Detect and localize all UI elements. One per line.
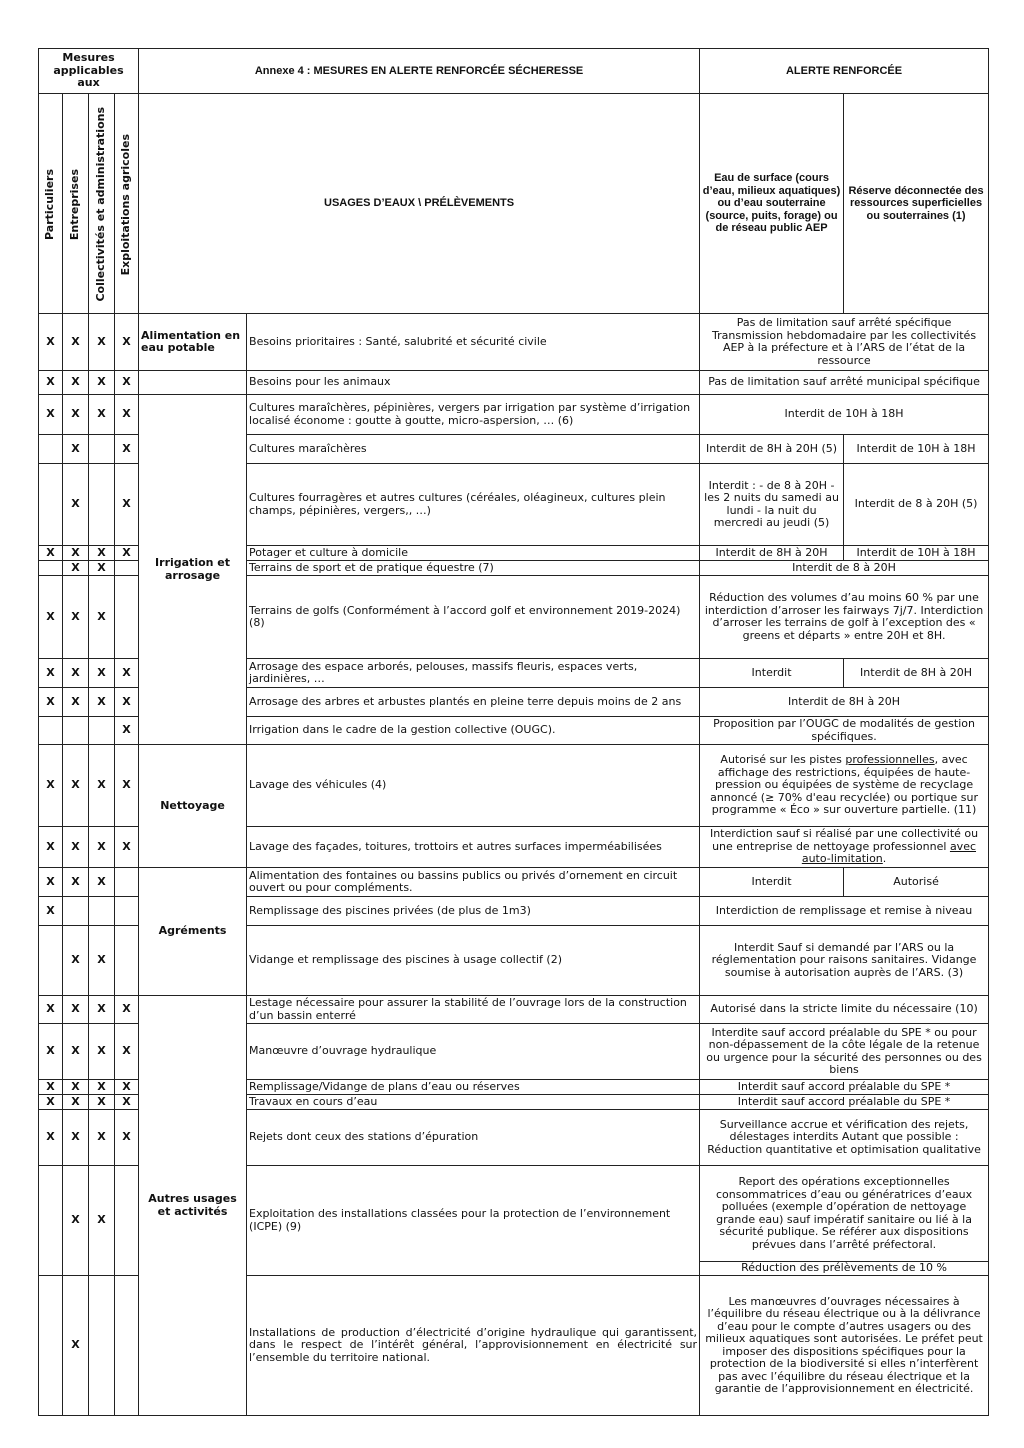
mark-particuliers [39,1276,63,1416]
mesures-applicables-label: Mesures applicables aux [39,49,139,94]
usage-cell: Remplissage des piscines privées (de plus de 1m3) [247,897,700,926]
mark-particuliers [39,464,63,546]
mark-exploitations: X [115,371,139,395]
usage-cell: Installations de production d’électricité d’origine hydraulique qui garantissent, dans le respect de l’intérêt général, l’approvisionnement en électricité sur l’ensemble du territoire national. [247,1276,700,1416]
usage-cell: Terrains de golfs (Conformément à l’accord golf et environnement 2019-2024) (8) [247,576,700,659]
category-continued [139,371,247,395]
mark-entreprises: X [63,1166,89,1276]
category-alimentation: Alimentation en eau potable [139,314,247,371]
usage-cell: Lavage des véhicules (4) [247,745,700,827]
mark-exploitations: X [115,1095,139,1110]
measure-cell: Pas de limitation sauf arrêté municipal spécifique [700,371,989,395]
surface-water-header: Eau de surface (cours d’eau, milieux aquatiques) ou d’eau souterraine (source, puits, forage) ou de réseau public AEP [700,94,844,314]
measure-text: . [882,852,887,866]
mark-collectivites: X [89,688,115,717]
mark-entreprises: X [63,1110,89,1166]
mark-entreprises [63,897,89,926]
surface-measure-cell: Interdit de 8H à 20H [700,546,844,561]
usage-cell: Arrosage des espace arborés, pelouses, massifs fleuris, espaces verts, jardinières, … [247,659,700,688]
mark-particuliers: X [39,1024,63,1080]
mark-collectivites: X [89,827,115,868]
mark-entreprises: X [63,464,89,546]
mark-exploitations [115,576,139,659]
table-row [39,371,989,395]
usage-cell: Exploitation des installations classées pour la protection de l’environnement (ICPE) (9) [247,1166,700,1276]
table-row [39,314,989,371]
mark-entreprises: X [63,688,89,717]
usage-cell: Cultures maraîchères, pépinières, vergers par irrigation par système d’irrigation localisé économe : goutte à goutte, micro-aspersion, … (6) [247,395,700,435]
mark-exploitations: X [115,745,139,827]
mark-entreprises: X [63,1080,89,1095]
mark-exploitations: X [115,464,139,546]
mark-collectivites: X [89,1095,115,1110]
category-nettoyage: Nettoyage [139,745,247,868]
table-row [39,745,989,827]
mark-entreprises: X [63,371,89,395]
mark-particuliers: X [39,371,63,395]
mark-collectivites: X [89,926,115,996]
mark-particuliers: X [39,996,63,1024]
usage-cell: Besoins prioritaires : Santé, salubrité et sécurité civile [247,314,700,371]
measure-text: Autorisé sur les pistes [720,753,846,767]
mark-particuliers: X [39,1110,63,1166]
reserve-measure-cell: Interdit de 8H à 20H [844,659,989,688]
mark-exploitations: X [115,1080,139,1095]
reserve-measure-cell: Interdit de 10H à 18H [844,546,989,561]
measure-cell: Interdiction de remplissage et remise à niveau [700,897,989,926]
surface-measure-cell: Interdit [700,659,844,688]
mark-collectivites: X [89,1024,115,1080]
mark-entreprises: X [63,546,89,561]
measure-text: , avec affichage des restrictions, équipées de haute-pression ou équipées de système de recyclage annoncé (≥ 70% d'eau recyclée) ou portique sur programme « Éco » sur ouverture partielle. (11) [710,753,978,817]
table-row [39,868,989,897]
header-row-2 [39,94,989,314]
mark-particuliers [39,717,63,745]
mark-exploitations [115,868,139,897]
measure-cell: Réduction des volumes d’au moins 60 % par une interdiction d’arroser les fairways 7j/7. Interdiction d’arroser les terrains de golf à l’exception des « greens et départs » entre 20H et 8H. [700,576,989,659]
mark-particuliers: X [39,314,63,371]
mark-collectivites [89,1276,115,1416]
category-agrements: Agréments [139,868,247,996]
usage-cell: Potager et culture à domicile [247,546,700,561]
mark-particuliers [39,1166,63,1276]
mark-exploitations [115,897,139,926]
usage-cell: Besoins pour les animaux [247,371,700,395]
mark-entreprises: X [63,1276,89,1416]
mark-particuliers: X [39,868,63,897]
mark-entreprises: X [63,395,89,435]
mark-exploitations: X [115,1024,139,1080]
header-row-1 [39,49,989,94]
mark-particuliers: X [39,1080,63,1095]
mark-particuliers [39,435,63,464]
mark-particuliers: X [39,659,63,688]
mark-entreprises: X [63,926,89,996]
mark-collectivites [89,464,115,546]
category-autres-usages: Autres usages et activités [139,996,247,1416]
mark-particuliers: X [39,576,63,659]
measure-cell: Les manœuvres d’ouvrages nécessaires à l’équilibre du réseau électrique ou à la délivrance d’eau pour le compte d’autres usagers ou des milieux aquatiques sont autorisées. Le préfet peut imposer des dispositions spécifiques pour la protection de la biodiversité si elles n’interfèrent pas avec l’équilibre du réseau électrique et la garantie de l’approvisionnement en électricité. [700,1276,989,1416]
mark-collectivites: X [89,745,115,827]
mark-entreprises: X [63,745,89,827]
mark-entreprises [63,717,89,745]
mark-exploitations [115,561,139,576]
col-header-collectivites: Collectivités et administrations [89,94,115,314]
mark-collectivites [89,897,115,926]
mark-collectivites: X [89,395,115,435]
measure-cell: Interdit sauf accord préalable du SPE * [700,1095,989,1110]
col-header-particuliers: Particuliers [39,94,63,314]
mark-exploitations: X [115,1110,139,1166]
mark-exploitations: X [115,717,139,745]
mark-exploitations [115,1166,139,1276]
usage-cell: Manœuvre d’ouvrage hydraulique [247,1024,700,1080]
usage-cell: Arrosage des arbres et arbustes plantés en pleine terre depuis moins de 2 ans [247,688,700,717]
mark-particuliers: X [39,395,63,435]
mark-particuliers: X [39,897,63,926]
mark-particuliers [39,561,63,576]
mark-exploitations: X [115,435,139,464]
mark-collectivites [89,435,115,464]
mark-collectivites [89,717,115,745]
measure-text: Interdiction sauf si réalisé par une collectivité ou une entreprise de nettoyage professionnel [709,827,979,853]
measure-cell: Interdit sauf accord préalable du SPE * [700,1080,989,1095]
usages-header: USAGES D’EAUX \ PRÉLÈVEMENTS [139,94,700,314]
mark-exploitations: X [115,688,139,717]
reserve-header: Réserve déconnectée des ressources superficielles ou souterraines (1) [844,94,989,314]
mark-particuliers: X [39,546,63,561]
measure-cell: Surveillance accrue et vérification des rejets, délestages interdits Autant que possible : Réduction quantitative et optimisation qualitative [700,1110,989,1166]
measure-cell: Interdit de 10H à 18H [700,395,989,435]
mark-exploitations: X [115,546,139,561]
mark-collectivites: X [89,1166,115,1276]
table-row [39,996,989,1024]
mark-collectivites: X [89,1110,115,1166]
measure-cell: Autorisé dans la stricte limite du nécessaire (10) [700,996,989,1024]
measure-cell: Interdite sauf accord préalable du SPE * ou pour non-dépassement de la côte légale de la retenue ou urgence pour la sécurité des personnes ou des biens [700,1024,989,1080]
reserve-measure-cell: Interdit de 10H à 18H [844,435,989,464]
usage-cell: Irrigation dans le cadre de la gestion collective (OUGC). [247,717,700,745]
mark-particuliers: X [39,745,63,827]
usage-cell: Travaux en cours d’eau [247,1095,700,1110]
mark-entreprises: X [63,868,89,897]
reserve-measure-cell: Autorisé [844,868,989,897]
usage-cell: Remplissage/Vidange de plans d’eau ou réserves [247,1080,700,1095]
mark-particuliers: X [39,688,63,717]
mark-entreprises: X [63,827,89,868]
measure-cell: Report des opérations exceptionnelles consommatrices d’eau ou génératrices d’eaux polluées (exemple d’opération de nettoyage grande eau) sauf impératif sanitaire ou lié à la sécurité publique. Se référer aux dispositions prévues dans l’arrêté préfectoral. [700,1166,989,1262]
mark-entreprises: X [63,996,89,1024]
measure-cell: Interdit de 8 à 20H [700,561,989,576]
category-irrigation: Irrigation et arrosage [139,395,247,745]
measure-cell: Interdit de 8H à 20H [700,688,989,717]
mark-entreprises: X [63,561,89,576]
measure-text-underlined: professionnelles [845,753,935,767]
surface-measure-cell: Interdit de 8H à 20H (5) [700,435,844,464]
measure-text-underlined: avec auto-limitation [801,839,977,866]
mark-exploitations: X [115,996,139,1024]
mark-entreprises: X [63,1024,89,1080]
usage-cell: Cultures maraîchères [247,435,700,464]
mark-collectivites: X [89,659,115,688]
mark-exploitations [115,926,139,996]
usage-cell: Lavage des façades, toitures, trottoirs et autres surfaces imperméabilisées [247,827,700,868]
mark-entreprises: X [63,314,89,371]
mark-exploitations: X [115,827,139,868]
mark-entreprises: X [63,435,89,464]
usage-cell: Alimentation des fontaines ou bassins publics ou privés d’ornement en circuit ouvert ou pour compléments. [247,868,700,897]
page-title: Annexe 4 : MESURES EN ALERTE RENFORCÉE SÉCHERESSE [139,49,700,94]
col-header-entreprises: Entreprises [63,94,89,314]
mark-exploitations: X [115,395,139,435]
mark-collectivites: X [89,371,115,395]
mark-particuliers: X [39,827,63,868]
mark-exploitations: X [115,314,139,371]
usage-cell: Cultures fourragères et autres cultures (céréales, oléagineux, cultures plein champs, pépinières, vergers,, …) [247,464,700,546]
mark-particuliers: X [39,1095,63,1110]
measure-cell: Interdit Sauf si demandé par l’ARS ou la réglementation pour raisons sanitaires. Vidange soumise à autorisation auprès de l’ARS. (3) [700,926,989,996]
mark-collectivites: X [89,868,115,897]
col-header-exploitations: Exploitations agricoles [115,94,139,314]
surface-measure-cell: Interdit : - de 8 à 20H - les 2 nuits du samedi au lundi - la nuit du mercredi au jeudi (5) [700,464,844,546]
usage-cell: Terrains de sport et de pratique équestre (7) [247,561,700,576]
surface-measure-cell: Interdit [700,868,844,897]
mark-collectivites: X [89,546,115,561]
measure-cell: Proposition par l’OUGC de modalités de gestion spécifiques. [700,717,989,745]
mark-collectivites: X [89,576,115,659]
mark-entreprises: X [63,659,89,688]
table-row [39,395,989,435]
usage-cell: Lestage nécessaire pour assurer la stabilité de l’ouvrage lors de la construction d’un bassin enterré [247,996,700,1024]
measure-cell: Pas de limitation sauf arrêté spécifique Transmission hebdomadaire par les collectivités AEP à la préfecture et à l’ARS de l’état de la ressource [700,314,989,371]
mark-exploitations [115,1276,139,1416]
mark-particuliers [39,926,63,996]
mark-entreprises: X [63,1095,89,1110]
mark-collectivites: X [89,314,115,371]
alert-level-header: ALERTE RENFORCÉE [700,49,989,94]
usage-cell: Vidange et remplissage des piscines à usage collectif (2) [247,926,700,996]
measure-cell-extra: Réduction des prélèvements de 10 % [700,1262,989,1276]
measure-cell [700,745,989,827]
mark-exploitations: X [115,659,139,688]
mark-entreprises: X [63,576,89,659]
mark-collectivites: X [89,996,115,1024]
measures-table [38,48,989,1416]
measure-cell [700,827,989,868]
usage-cell: Rejets dont ceux des stations d’épuration [247,1110,700,1166]
mark-collectivites: X [89,1080,115,1095]
mark-collectivites: X [89,561,115,576]
reserve-measure-cell: Interdit de 8 à 20H (5) [844,464,989,546]
